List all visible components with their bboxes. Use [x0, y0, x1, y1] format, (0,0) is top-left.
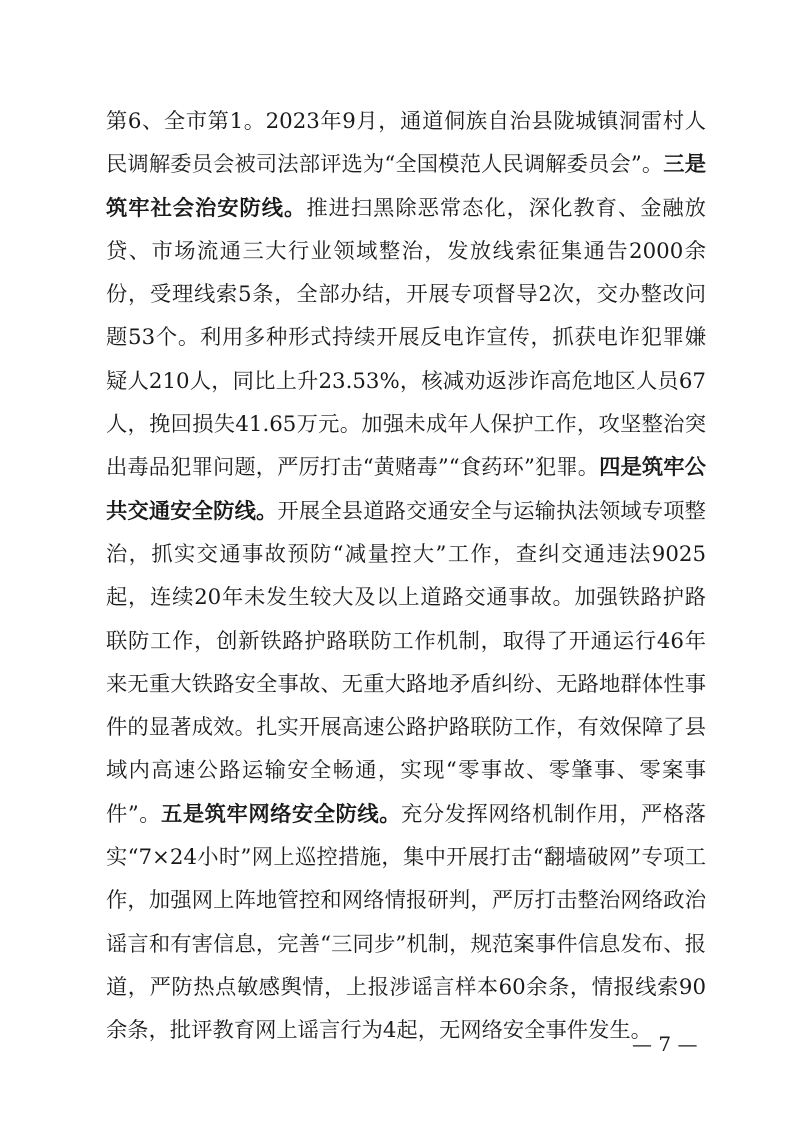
heading-run-public-security: 三是筑牢社会治安防线。 [106, 152, 706, 221]
body-paragraph [106, 100, 706, 1053]
page-number: — 7 — [632, 1032, 698, 1056]
heading-run-traffic-safety: 四是筑牢公共交通安全防线。 [106, 455, 706, 524]
text-run: 第6、全市第1。2023年9月，通道侗族自治县陇城镇洞雷村人民调解委员会被司法部评选为“全国模范人民调解委员会”。 [106, 109, 706, 178]
heading-run-network-security: 五是筑牢网络安全防线。 [161, 801, 402, 827]
text-run: 推进扫黑除恶常态化，深化教育、金融放贷、市场流通三大行业领域整治，发放线索征集通告2000余份，受理线索5条，全部办结，开展专项督导2次，交办整改问题53个。利用多种形式持续开展反电诈宣传，抓获电诈犯罪嫌疑人210人，同比上升23.53%，核减劝返涉诈高危地区人员67人，挽回损失41.65万元。加强未成年人保护工作，攻坚整治突出毒品犯罪问题，严厉打击“黄赌毒”“食药环”犯罪。 [106, 195, 706, 481]
text-run: 开展全县道路交通安全与运输执法领域专项整治，抓实交通事故预防“减量控大”工作，查纠交通违法9025起，连续20年未发生较大及以上道路交通事故。加强铁路护路联防工作，创新铁路护路联防工作机制，取得了开通运行46年来无重大铁路安全事故、无重大路地矛盾纠纷、无路地群体性事件的显著成效。扎实开展高速公路护路联防工作，有效保障了县域内高速公路运输安全畅通，实现“零事故、零肇事、零案事件”。 [106, 498, 706, 827]
text-run: 充分发挥网络机制作用，严格落实“7×24小时”网上巡控措施，集中开展打击“翻墙破网”专项工作，加强网上阵地管控和网络情报研判，严厉打击整治网络政治谣言和有害信息，完善“三同步”机制，规范案事件信息发布、报道，严防热点敏感舆情，上报涉谣言样本60余条，情报线索90余条，批评教育网上谣言行为4起，无网络安全事件发生。 [106, 801, 706, 1044]
